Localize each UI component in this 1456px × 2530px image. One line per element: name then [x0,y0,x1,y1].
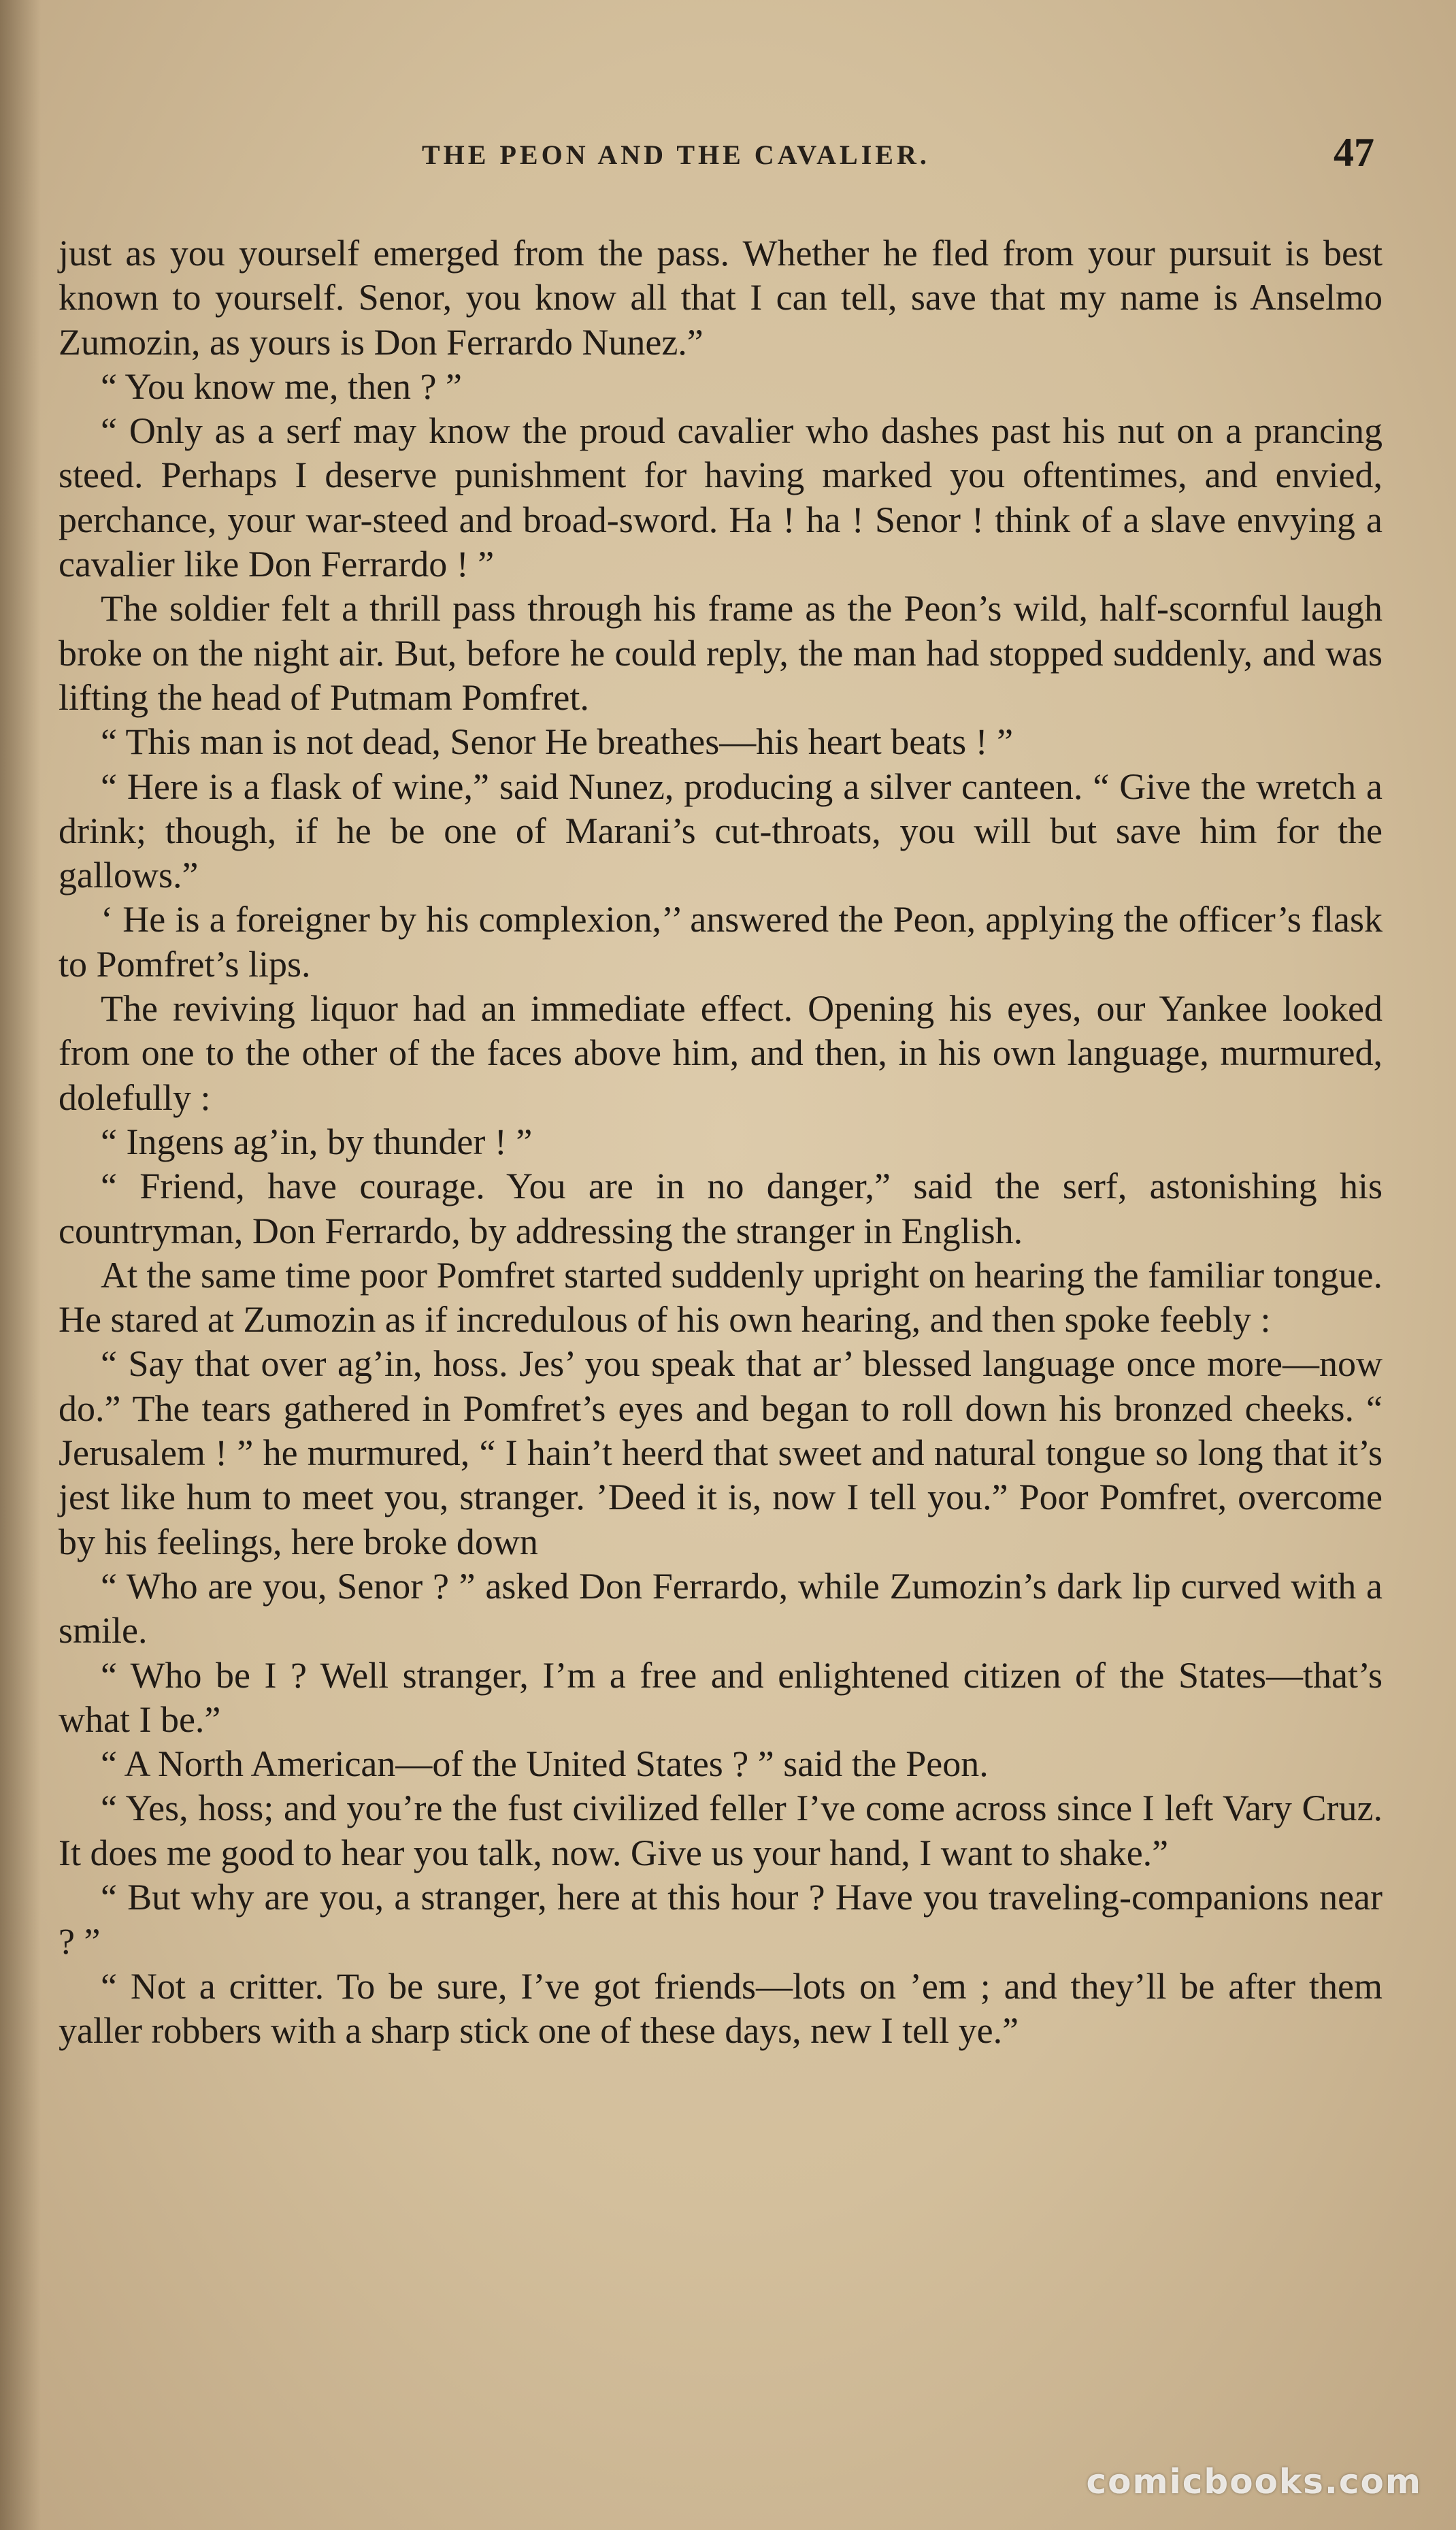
paragraph: “ But why are you, a stranger, here at this hour ? Have you traveling-companions near ? ” [59,1876,1383,1962]
paragraph: “ A North American—of the United States ? ” said the Peon. [101,1743,989,1785]
paragraph: just as you yourself emerged from the pass. Whether he fled from your pursuit is best known to yourself. Senor, you know all that I can tell, save that my name is Anselmo Zumozin, as yours is Don Ferrardo Nunez.” [59,233,1383,363]
paragraph: “ Only as a serf may know the proud cavalier who dashes past his nut on a prancing steed. Perhaps I deserve punishment for having marked you oftentimes, and envied, perchance, your war-steed and broad-sword. Ha ! ha ! Senor ! think of a slave envying a cavalier like Don Ferrardo ! ” [59,410,1383,585]
paragraph: “ Here is a flask of wine,” said Nunez, producing a silver canteen. “ Give the wretch a drink; though, if he be one of Marani’s cut-throats, you will but save him for the gallows.” [59,766,1383,896]
page-number: 47 [1334,130,1374,175]
paragraph: ‘ He is a foreigner by his complexion,’’ answered the Peon, applying the officer’s flask to Pomfret’s lips. [59,899,1383,985]
paragraph: “ Not a critter. To be sure, I’ve got friends—lots on ’em ; and they’ll be after them yaller robbers with a sharp stick one of these days, new I tell ye.” [59,1965,1383,2051]
binding-shadow [0,0,41,2530]
paragraph: “ Who are you, Senor ? ” asked Don Ferrardo, while Zumozin’s dark lip curved with a smile. [59,1565,1383,1652]
paragraph: At the same time poor Pomfret started suddenly upright on hearing the familiar tongue. He stared at Zumozin as if incredulous of his own hearing, and then spoke feebly : [59,1254,1383,1341]
running-head [54,129,1374,191]
paragraph: “ Ingens ag’in, by thunder ! ” [101,1121,533,1162]
paragraph: “ This man is not dead, Senor He breathes—his heart beats ! ” [101,721,1014,763]
paragraph: “ You know me, then ? ” [101,365,462,407]
paragraph: The soldier felt a thrill pass through his frame as the Peon’s wild, half-scornful laugh broke on the night air. But, before he could reply, the man had stopped suddenly, and was lifting the head of Putmam Pomfret. [59,588,1383,718]
watermark: comicbooks.com [1086,2462,1422,2501]
paragraph: The reviving liquor had an immediate effect. Opening his eyes, our Yankee looked from one to the other of the faces above him, and then, in his own language, murmured, dolefully : [59,988,1383,1118]
paragraph: “ Yes, hoss; and you’re the fust civilized feller I’ve come across since I left Vary Cruz. It does me good to hear you talk, now. Give us your hand, I want to shake.” [59,1788,1383,1873]
paragraph: “ Friend, have courage. You are in no danger,” said the serf, astonishing his countryman, Don Ferrardo, by addressing the stranger in English. [59,1166,1383,1251]
running-title: THE PEON AND THE CAVALIER. [422,139,930,170]
body-text [59,231,1383,2053]
paragraph: “ Say that over ag’in, hoss. Jes’ you speak that ar’ blessed language once more—now do.” The tears gathered in Pomfret’s eyes and began to roll down his bronzed cheeks. “ Jerusalem ! ” he murmured, “ I hain’t heerd that sweet and natural tongue so long that it’s jest like hum to meet you, stranger. ’Deed it is, now I tell you.” Poor Pomfret, overcome by his feelings, here broke down [59,1343,1383,1562]
paragraph: “ Who be I ? Well stranger, I’m a free and enlightened citizen of the States—that’s what I be.” [59,1654,1383,1740]
